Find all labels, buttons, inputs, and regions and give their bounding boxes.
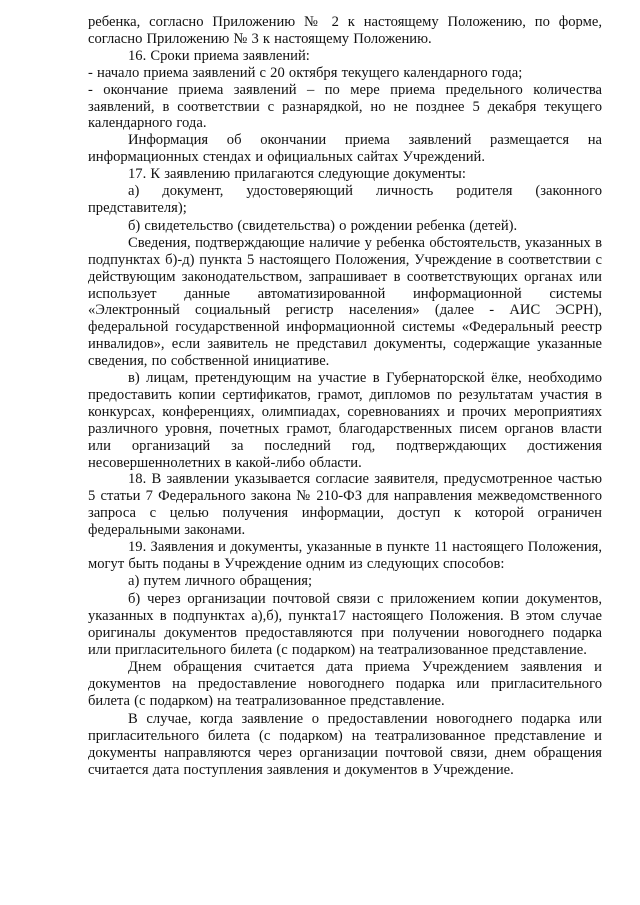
postal-filing-paragraph: В случае, когда заявление о предоставлении новогоднего подарка или пригласительного билета (с подарком) на театрализованное представление и документы направляются через организации почтовой связи, днем обращения считается дата поступления заявления и документов в Учреждение. xyxy=(88,711,602,778)
section-17-heading: 17. К заявлению прилагаются следующие документы: xyxy=(128,166,466,183)
section-16-start: - начало приема заявлений с 20 октября текущего календарного года; xyxy=(88,64,523,81)
section-18: 18. В заявлении указывается согласие заявителя, предусмотренное частью 5 статьи 7 Федерального закона № 210-ФЗ для направления межведомственного запроса с целью получения информации, доступ к которой ограничен федеральными законами. xyxy=(88,471,602,539)
section-19-item-a: а) путем личного обращения; xyxy=(128,572,313,589)
section-17-item-a: а) документ, удостоверяющий личность родителя (законного представителя); xyxy=(88,183,602,216)
filing-date-paragraph: Днем обращения считается дата приема Учреждением заявления и документов на предоставление новогоднего подарка или пригласительного билета (с подарком) на театрализованное представление. xyxy=(88,659,602,710)
section-17-info: Сведения, подтверждающие наличие у ребенка обстоятельств, указанных в подпунктах б)-д) пункта 5 настоящего Положения, Учреждение в соответствии с действующим законодательством, запрашивает в соответствующих органах или использует данные автоматизированной информационной системы «Электронный социальный регистр населения» (далее - АИС ЭСРН), федеральной государственной информационной системы «Федеральный реестр инвалидов», если заявитель не представил документы, содержащие указанные сведения, по собственной инициативе. xyxy=(88,234,602,370)
paragraph-continuation: ребенка, согласно Приложению № 2 к настоящему Положению, по форме, согласно Приложению № 3 к настоящему Положению. xyxy=(88,14,602,47)
section-19-item-b: б) через организации почтовой связи с приложением копии документов, указанных в подпунктах а),б), пункта17 настоящего Положения. В этом случае оригиналы документов предоставляются при получении новогоднего подарка или пригласительного билета (с подарком) на театрализованное представление. xyxy=(88,590,602,658)
section-19: 19. Заявления и документы, указанные в пункте 11 настоящего Положения, могут быть поданы в Учреждение одним из следующих способов: xyxy=(88,539,602,572)
section-17-item-c: в) лицам, претендующим на участие в Губернаторской ёлке, необходимо предоставить копии сертификатов, грамот, дипломов по результатам участия в конкурсах, конференциях, олимпиадах, соревнованиях и прочих мероприятиях различного уровня, почетных грамот, благодарственных писем органов власти или организаций за последний год, подтверждающих достижения несовершеннолетних в какой-либо области. xyxy=(88,370,602,471)
section-16-end: - окончание приема заявлений – по мере приема предельного количества заявлений, в соответствии с разнарядкой, но не позднее 5 декабря текущего календарного года. xyxy=(88,81,602,132)
info-paragraph: Информация об окончании приема заявлений размещается на информационных стендах и официальных сайтах Учреждений. xyxy=(88,132,602,166)
section-16-heading: 16. Сроки приема заявлений: xyxy=(128,47,310,64)
section-17-item-b: б) свидетельство (свидетельства) о рождении ребенка (детей). xyxy=(128,217,518,234)
